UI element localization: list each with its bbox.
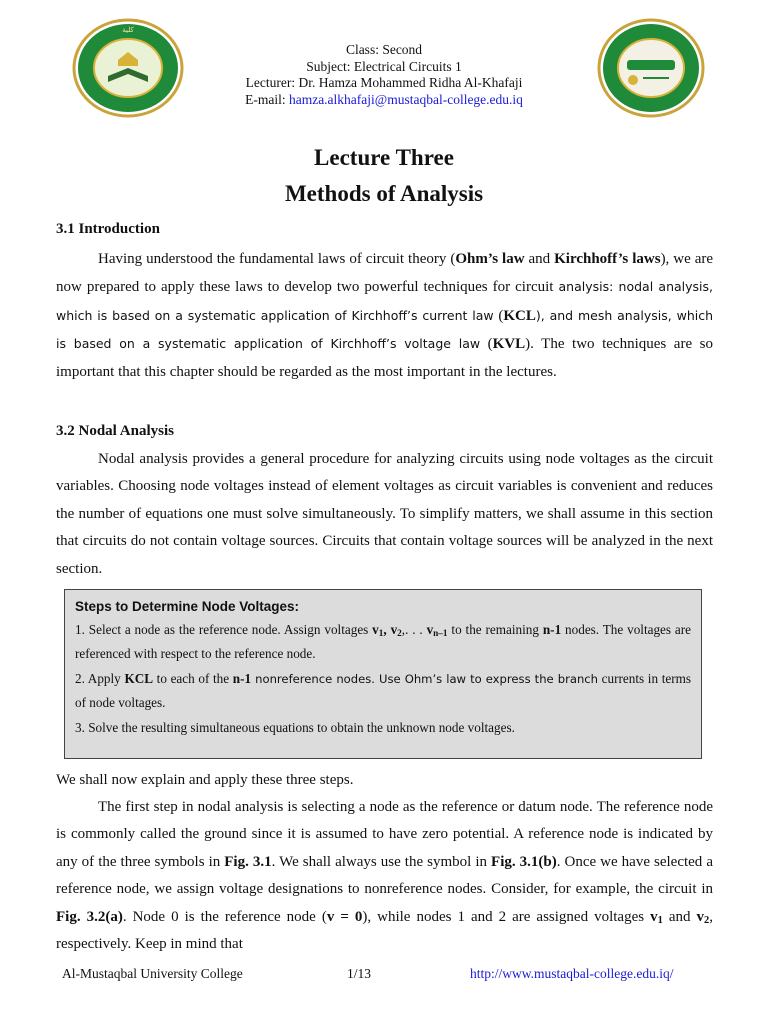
para-v2-subscript: 2 xyxy=(704,914,710,926)
kvl-term: KVL xyxy=(492,336,526,353)
step-2-text-b: to each of the xyxy=(153,670,233,686)
ref-text-e: ), while nodes 1 and 2 are assigned voltages xyxy=(362,908,651,925)
step-1 xyxy=(75,618,691,667)
explain-steps-line: We shall now explain and apply these three steps. xyxy=(56,772,354,788)
step-1-comma: , xyxy=(383,622,391,637)
intro-text-3: ), we are now prepared to apply these laws to develop two powerful techniques for circuit xyxy=(56,251,714,296)
step-2-n-minus-1-term: n-1 xyxy=(232,670,252,686)
introduction-paragraph xyxy=(56,246,713,386)
email-line xyxy=(190,92,578,109)
intro-text-2: and xyxy=(524,251,555,267)
ref-text-a: The first step in nodal analysis is selecting a node as the reference or datum node. The reference node is commonly called the ground since it is assumed to have zero potential. A reference node is indicated by any of the three symbols in xyxy=(56,799,713,870)
subject-line: Subject: Electrical Circuits 1 xyxy=(306,58,462,74)
ohms-law-term: Ohm’s law xyxy=(455,251,525,267)
para-v2-symbol: v xyxy=(696,908,704,925)
nodal-analysis-paragraph: Nodal analysis provides a general procedure for analyzing circuits using node voltages as the circuit variables. Choosing node voltages instead of element voltages as circuit variables is convenient and reduces the number of equations one must solve simultaneously. To simplify matters, we shall assume in this section that circuits do not contain voltage sources. Circuits that contain voltage sources will be analyzed in the next section. xyxy=(56,451,713,577)
step-2-text-d: currents in terms of node voltages. xyxy=(75,670,692,711)
intro-text-5: ( xyxy=(493,307,504,324)
ref-text-d: . Node 0 is the reference node ( xyxy=(122,908,327,925)
step-3: 3. Solve the resulting simultaneous equations to obtain the unknown node voltages. xyxy=(75,719,515,735)
section-heading-nodal-analysis: 3.2 Nodal Analysis xyxy=(56,423,174,439)
footer-page-number: 1/13 xyxy=(347,966,372,981)
steps-box xyxy=(64,589,702,759)
v-equals-zero-term: v = 0 xyxy=(326,908,363,925)
step-1-text-a: 1. Select a node as the reference node. Assign voltages xyxy=(75,622,373,637)
step-2-kcl-term: KCL xyxy=(124,670,154,686)
vn-subscript: n–1 xyxy=(433,628,448,638)
class-line: Class: Second xyxy=(345,42,423,57)
footer-college-name: Al-Mustaqbal University College xyxy=(62,966,243,981)
fig-3-2a-ref: Fig. 3.2(a) xyxy=(56,908,123,925)
step-2-text-c: nonreference nodes. Use Ohm’s law to express the branch xyxy=(251,671,599,686)
n-minus-1-term: n-1 xyxy=(542,622,562,637)
email-link[interactable]: hamza.alkhafaji@mustaqbal-college.edu.iq xyxy=(288,91,523,107)
university-seal-left-icon xyxy=(72,18,184,118)
ref-text-f: and xyxy=(662,908,697,925)
lecture-subtitle: Methods of Analysis xyxy=(284,181,484,206)
para-v1-symbol: v xyxy=(650,908,658,925)
v1-symbol: v xyxy=(372,622,379,637)
v2-subscript: 2 xyxy=(397,628,402,638)
intro-text-8: ). The two techniques are so important that this chapter should be regarded as the most important in the lectures. xyxy=(56,336,713,380)
step-1-dots: ,. . . xyxy=(401,622,427,637)
step-2 xyxy=(75,667,691,716)
university-seal-right-icon xyxy=(597,18,705,118)
intro-text-6: ), and mesh analysis, which is based on a systematic application of Kirchhoff’s voltage law xyxy=(56,307,714,352)
ref-text-b: . We shall always use the symbol in xyxy=(271,853,492,870)
steps-box-heading: Steps to Determine Node Voltages: xyxy=(75,599,300,614)
svg-text:ﮐﻠﻴﺔ: ﮐﻠﻴﺔ xyxy=(122,26,134,34)
email-label: E-mail: xyxy=(245,91,289,107)
step-1-text-c: nodes. The voltages are referenced with respect to the reference node. xyxy=(75,622,692,662)
v1-subscript: 1 xyxy=(378,628,384,638)
intro-text-7: ( xyxy=(480,336,493,353)
ref-text-g: , respectively. Keep in mind that xyxy=(56,908,713,953)
kirchhoffs-laws-term: Kirchhoff’s laws xyxy=(554,251,661,267)
step-1-text-b: to the remaining xyxy=(447,622,543,637)
intro-text-4: analysis: nodal analysis, which is based on a systematic application of Kirchhoff’s current law xyxy=(56,279,713,323)
intro-text-1: Having understood the fundamental laws of circuit theory ( xyxy=(98,251,456,267)
lecturer-line: Lecturer: Dr. Hamza Mohammed Ridha Al-Khafaji xyxy=(245,75,523,90)
lecture-title: Lecture Three xyxy=(314,145,454,170)
step-2-text-a: 2. Apply xyxy=(75,670,125,686)
v2-symbol: v xyxy=(390,622,398,637)
section-heading-introduction: 3.1 Introduction xyxy=(56,221,160,237)
course-header xyxy=(190,42,578,108)
vn-symbol: v xyxy=(426,622,434,637)
fig-3-1-ref: Fig. 3.1 xyxy=(224,853,272,870)
ref-text-c: . Once we have selected a reference node, we assign voltage designations to nonreference nodes. Consider, for example, the circuit in xyxy=(56,853,713,898)
reference-node-paragraph xyxy=(56,794,713,958)
fig-3-1b-ref: Fig. 3.1(b) xyxy=(491,853,557,870)
para-v1-subscript: 1 xyxy=(657,914,663,926)
kcl-term: KCL xyxy=(503,307,536,324)
footer-website-link[interactable]: http://www.mustaqbal-college.edu.iq/ xyxy=(470,966,674,981)
